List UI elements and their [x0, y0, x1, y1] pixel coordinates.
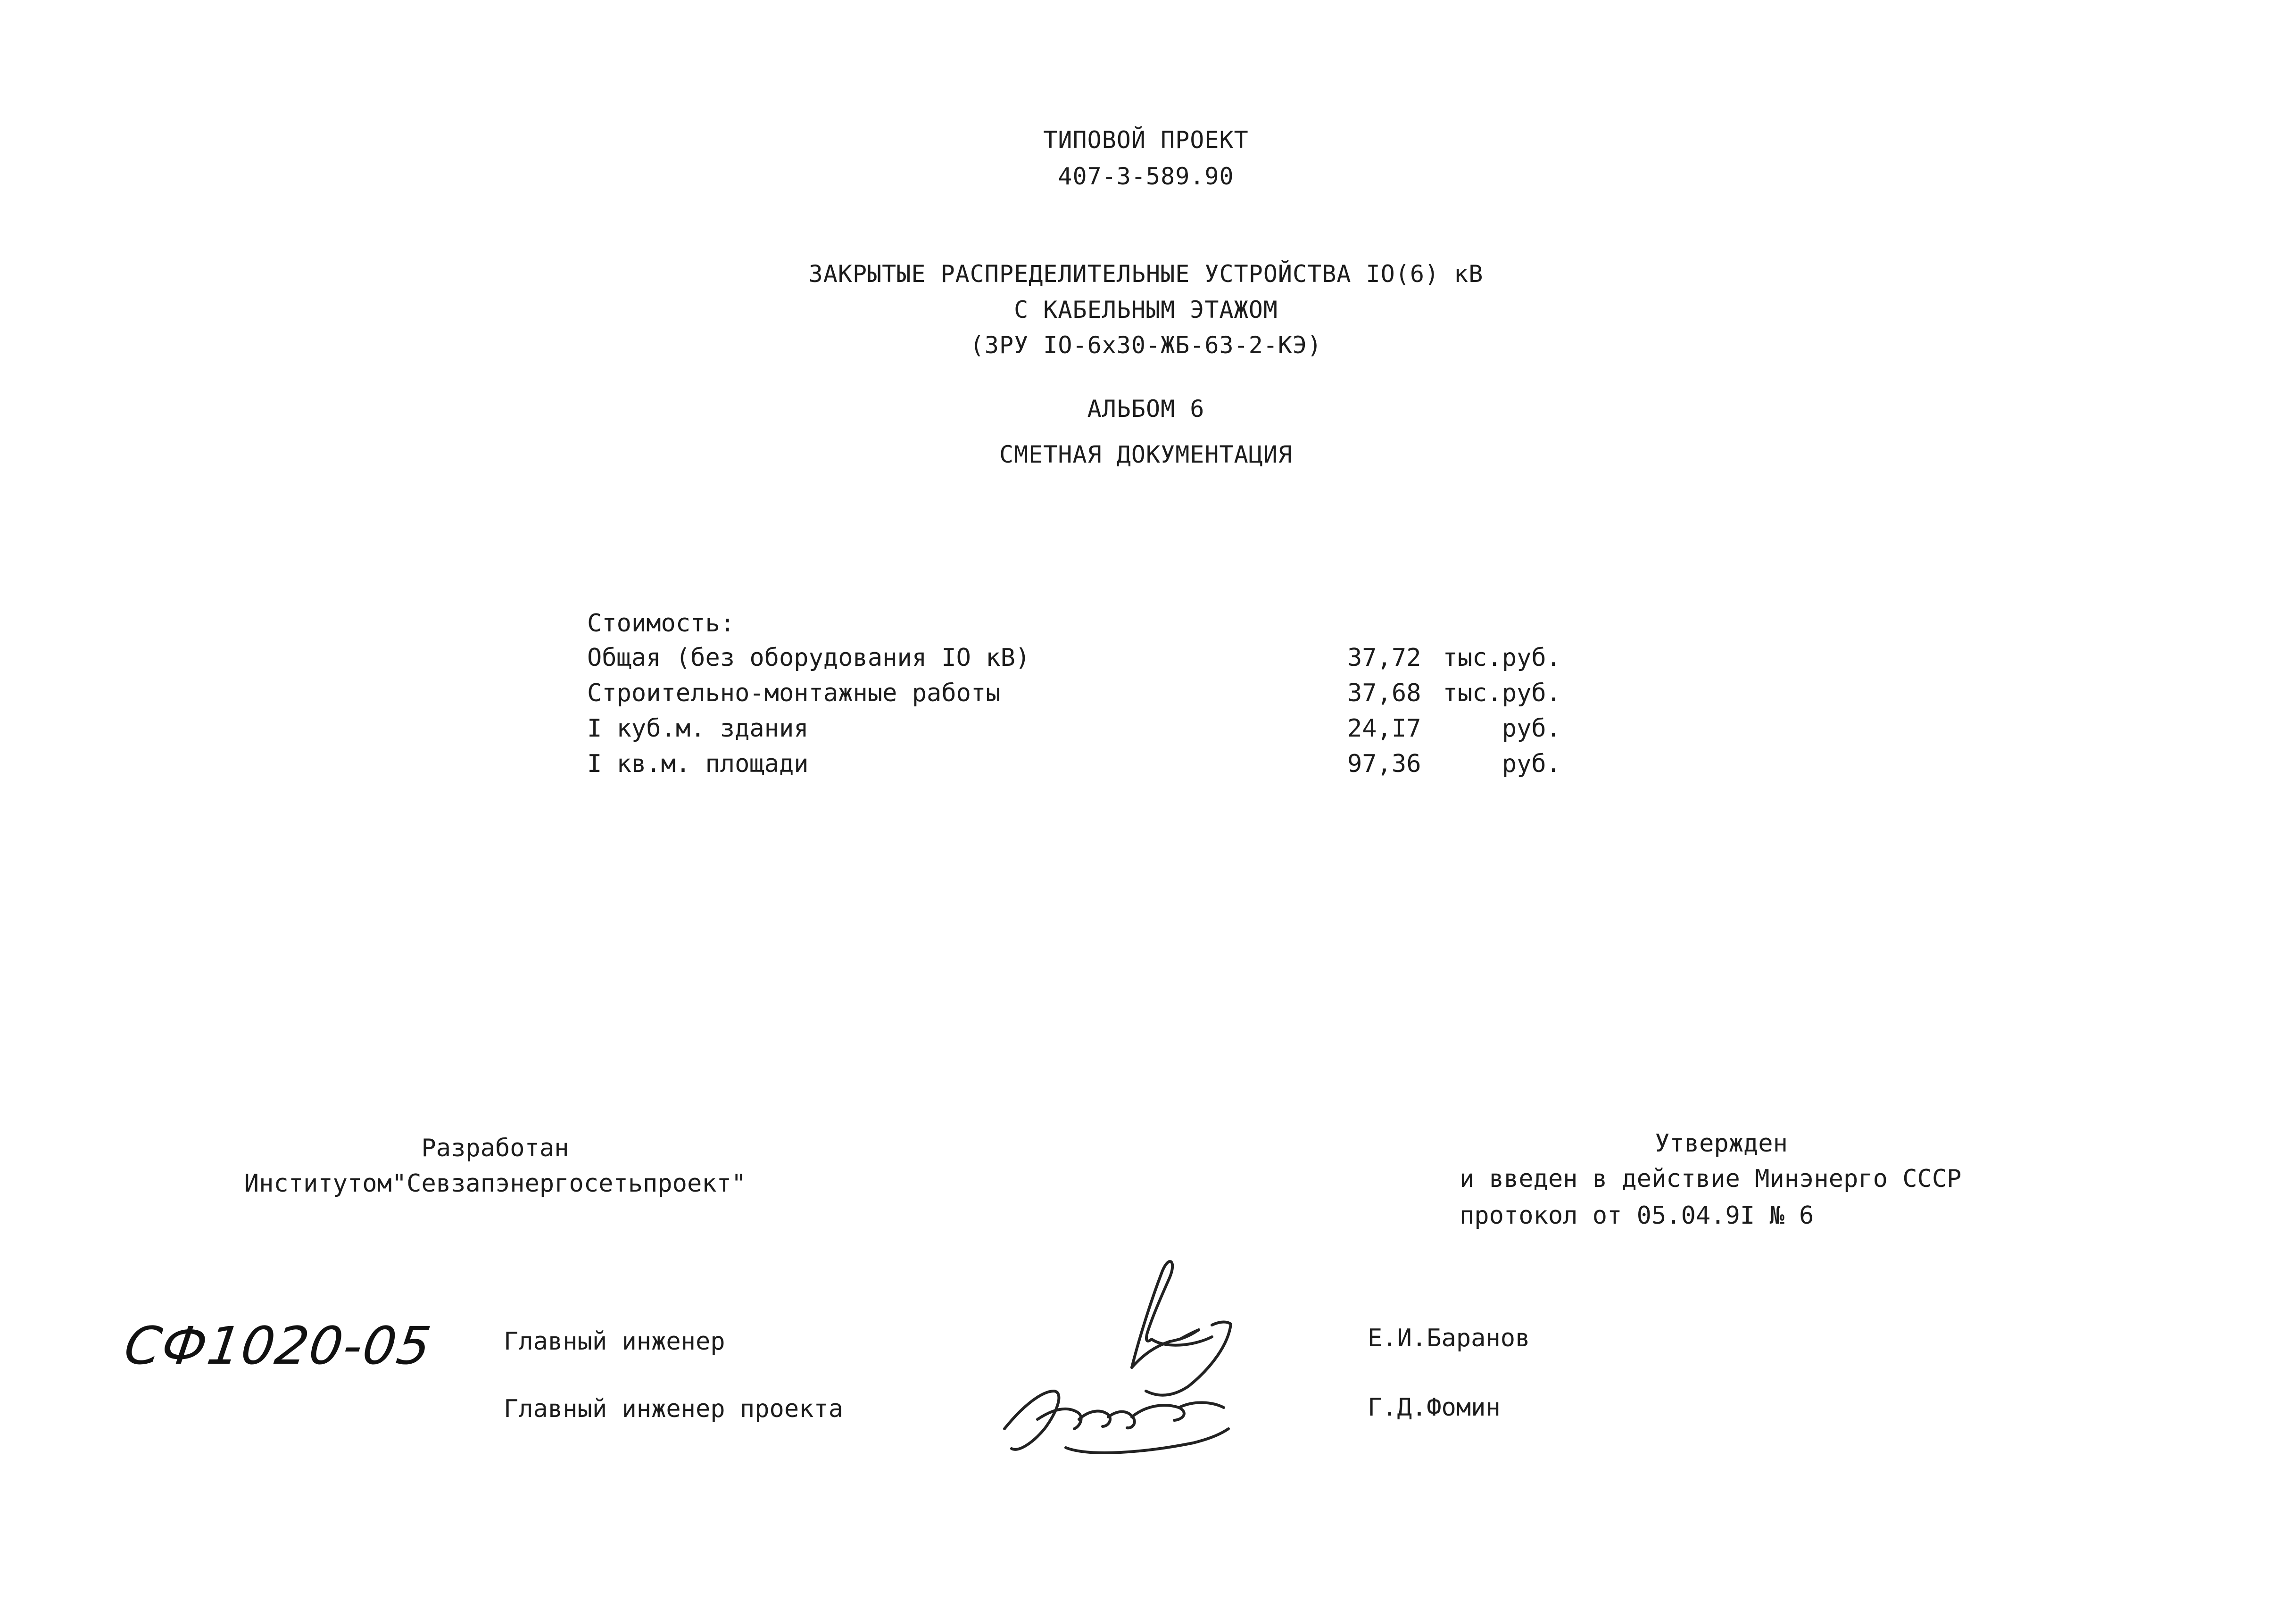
stamp-code: СФ1020-05	[121, 1316, 436, 1376]
approval-protocol: протокол от 05.04.9I № 6	[1460, 1201, 1814, 1230]
approved-by: и введен в действие Минэнерго СССР	[1460, 1165, 1962, 1193]
cost-row	[587, 679, 1577, 715]
album-label: АЛЬБОМ 6	[1087, 395, 1205, 423]
cost-row	[587, 644, 1577, 679]
signature-graphic	[967, 1250, 1306, 1476]
cost-value: 24,I7	[1347, 714, 1421, 743]
cost-label: I кв.м. площади	[587, 750, 809, 778]
title-line-2: С КАБЕЛЬНЫМ ЭТАЖОМ	[1014, 296, 1278, 323]
signature-role: Главный инженер	[504, 1327, 725, 1356]
title-line-1: ЗАКРЫТЫЕ РАСПРЕДЕЛИТЕЛЬНЫЕ УСТРОЙСТВА IO(6) кВ	[808, 260, 1484, 288]
signature-stroke-lower	[1004, 1391, 1059, 1450]
signature-stroke-lower-end	[1179, 1402, 1224, 1408]
project-type-label: ТИПОВОЙ ПРОЕКТ	[1043, 126, 1249, 154]
cost-heading: Стоимость:	[587, 609, 735, 638]
cost-value: 37,68	[1347, 679, 1421, 707]
developer-institute: Институтом"Севзапэнергосетьпроект"	[244, 1169, 747, 1198]
cost-unit: руб.	[1502, 714, 1561, 743]
developed-by-label: Разработан	[421, 1134, 569, 1162]
signature-stroke-lower-underline	[1066, 1429, 1228, 1453]
signature-name: Г.Д.Фомин	[1368, 1393, 1501, 1422]
cost-value: 97,36	[1347, 750, 1421, 778]
document-type: СМЕТНАЯ ДОКУМЕНТАЦИЯ	[999, 441, 1293, 468]
cost-unit: тыс.руб.	[1443, 679, 1561, 707]
signature-role: Главный инженер проекта	[504, 1395, 844, 1423]
signature-name: Е.И.Баранов	[1368, 1324, 1530, 1352]
cost-unit: руб.	[1502, 750, 1561, 778]
cost-label: Общая (без оборудования IO кВ)	[587, 644, 1030, 672]
title-line-3: (ЗРУ IO-6x30-ЖБ-63-2-КЭ)	[970, 331, 1322, 359]
approved-label: Утвержден	[1655, 1129, 1788, 1158]
cost-row	[587, 714, 1577, 750]
cost-label: Строительно-монтажные работы	[587, 679, 1001, 707]
project-number: 407-3-589.90	[1058, 163, 1234, 190]
signature-stroke-lower-body	[1037, 1405, 1184, 1429]
cost-value: 37,72	[1347, 644, 1421, 672]
cost-row	[587, 750, 1577, 786]
cost-label: I куб.м. здания	[587, 714, 809, 743]
cost-unit: тыс.руб.	[1443, 644, 1561, 672]
